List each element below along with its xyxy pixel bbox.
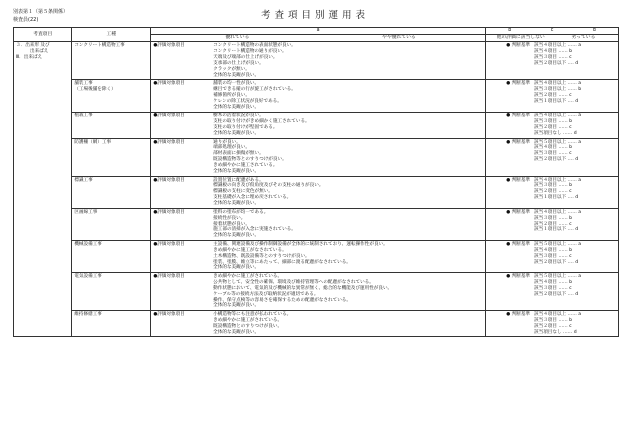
judge-label: ● 判断基準 (506, 81, 531, 87)
work-type-label: 機械設備工事 (74, 241, 102, 247)
eval-target-label: ●評価対象項目 (153, 81, 185, 87)
header-b-label: やや優れている (382, 35, 416, 41)
eval-target-cell (151, 273, 211, 311)
table-row (14, 138, 619, 176)
criteria-line: 該当項目なし ‥‥‥ d (534, 329, 577, 335)
criteria-line: 該当１項目以下 ‥‥ d (534, 98, 579, 104)
criteria-line: 該当２項目 ‥‥‥ c (534, 93, 572, 99)
eval-item: 支柱の取り付けが堅固である。 (213, 125, 278, 131)
eval-item: 標識板の支柱に変色が無い。 (213, 189, 273, 195)
page-title: 考査項目別運用表 (260, 10, 369, 21)
work-type-label: 植栽工事 (74, 113, 93, 119)
eval-item: 公共物として、安全性の確保、環境及び維持管理等への配慮がなされている。 (213, 279, 374, 285)
criteria-line: 該当５項目以上 ‥‥‥ a (534, 273, 582, 279)
header-c-label: 他の評価に該当しない (496, 35, 545, 41)
table-row (14, 208, 619, 240)
table-row (14, 311, 619, 337)
judge-label-cell (486, 208, 532, 240)
eval-target-label: ●評価対象項目 (153, 113, 185, 119)
eval-items-cell (211, 80, 485, 112)
criteria-line: 該当２項目 ‥‥‥ c (534, 323, 572, 329)
criteria-line: 該当４項目以上 ‥‥‥ a (534, 177, 582, 183)
eval-item: 継目できる縦の行が旋工がされている。 (213, 87, 296, 93)
work-type-label: 舗装工事 (74, 81, 93, 87)
criteria-cell (532, 80, 618, 112)
record-number: 検査員(22) (13, 16, 39, 23)
judge-label-cell (486, 273, 532, 311)
criteria-line: 該当５項目以上 ‥‥‥ a (534, 139, 582, 145)
criteria-line: 該当４項目以上 ‥‥‥ a (534, 311, 582, 317)
judge-label: ● 判断基準 (506, 177, 531, 183)
eval-item: 全体的な美観が良い。 (213, 169, 260, 175)
eval-item: きめ細やかに施工がされている。 (213, 273, 283, 279)
judge-label-cell (486, 112, 532, 138)
criteria-line: 該当４項目 ‥‥‥ b (534, 247, 573, 253)
work-type-label: コンクリート構造物工事 (74, 43, 125, 49)
table-row (14, 42, 619, 80)
judge-label-cell (486, 42, 532, 80)
eval-item: 全体的な美観が良い。 (213, 233, 260, 239)
eval-items-cell (211, 112, 485, 138)
criteria-cell (532, 176, 618, 208)
header-b-c-d (486, 28, 619, 35)
work-type-cell (72, 138, 151, 176)
eval-items-cell (211, 311, 485, 337)
eval-item: きめ細やかに施工がされている。 (213, 317, 283, 323)
eval-item: 全体的な美観が良い。 (213, 72, 260, 78)
eval-target-cell (151, 80, 211, 112)
judge-label-cell (486, 241, 532, 273)
eval-target-cell (151, 138, 211, 176)
eval-item: 操作、保守点検等の容易さを確保するための配慮がなされている。 (213, 297, 351, 303)
criteria-line: 該当４項目以上 ‥‥‥ a (534, 43, 582, 49)
eval-items-cell (211, 208, 485, 240)
category-cell (14, 42, 72, 337)
eval-item: 支柱基礎が入念に埋め戻されている。 (213, 195, 292, 201)
header-a-label: 優れている (225, 35, 250, 41)
eval-item: 天端及び端部の仕上げが良い。 (213, 54, 278, 60)
category-line: ３．出来形 及び (16, 43, 50, 49)
eval-target-cell (151, 176, 211, 208)
eval-item: コンクリート構造物の表面状態が良い。 (213, 43, 296, 49)
table-row (14, 112, 619, 138)
eval-item: 設置位置に配慮がある。 (213, 177, 264, 183)
criteria-line: 該当３項目 ‥‥‥ c (534, 54, 572, 60)
work-type-label: 維持修繕工事 (74, 311, 102, 317)
eval-item: 施工部の清掃が入念に実施されている。 (213, 227, 296, 233)
judge-label: ● 判断基準 (506, 209, 531, 215)
criteria-cell (532, 273, 618, 311)
eval-target-label: ●評価対象項目 (153, 209, 185, 215)
criteria-line: 該当３項目 ‥‥‥ c (534, 151, 572, 157)
judge-label-cell (486, 80, 532, 112)
eval-target-cell (151, 112, 211, 138)
work-type-cell (72, 241, 151, 273)
eval-item: きめ細やかに施工されている。 (213, 163, 278, 169)
header-a: a (151, 28, 486, 35)
eval-item: 全体的な美観が良い。 (213, 303, 260, 309)
eval-target-cell (151, 241, 211, 273)
eval-target-label: ●評価対象項目 (153, 273, 185, 279)
category-line: 出来ばえ (30, 49, 49, 55)
eval-item: 通りが良い。 (213, 139, 241, 145)
eval-item: 土木構造物、既設設備等とのすりつけが良い。 (213, 253, 310, 259)
eval-items-cell (211, 176, 485, 208)
criteria-cell (532, 42, 618, 80)
judge-label: ● 判断基準 (506, 113, 531, 119)
criteria-line: 該当３項目 ‥‥‥ b (534, 183, 573, 189)
eval-item: クラックが無い。 (213, 66, 250, 72)
eval-item: 全体的な美観が良い。 (213, 265, 260, 271)
work-type-cell (72, 273, 151, 311)
eval-target-label: ●評価対象項目 (153, 241, 185, 247)
eval-item: 既設構造物等とのすりつけが良い。 (213, 157, 287, 163)
eval-item: 補修箇所が良い。 (213, 93, 250, 99)
eval-item: 塗料の塗布が均一である。 (213, 209, 269, 215)
eval-item: きめ細やかに施工がなされている。 (213, 247, 287, 253)
criteria-line: 該当１項目以下 ‥‥ d (534, 195, 579, 201)
criteria-cell (532, 241, 618, 273)
work-type-label: 区画線工事 (74, 209, 98, 215)
criteria-cell (532, 311, 618, 337)
eval-item: 小構造物等にも注意が払われている。 (213, 311, 292, 317)
category-line: Ⅲ．出来ばえ (16, 54, 43, 60)
eval-item: 接着状態が良い。 (213, 221, 250, 227)
table-row (14, 80, 619, 112)
criteria-line: 該当３項目以上 ‥‥‥ b (534, 87, 582, 93)
judge-label-cell (486, 138, 532, 176)
work-type-cell (72, 208, 151, 240)
eval-item: 部材表面に損傷が無い。 (213, 151, 264, 157)
eval-item: 接続性が良い。 (213, 215, 246, 221)
evaluation-table (13, 27, 619, 337)
criteria-line: 該当３項目 ‥‥‥ c (534, 253, 572, 259)
criteria-cell (532, 208, 618, 240)
eval-target-cell (151, 42, 211, 80)
header-d: d (592, 28, 596, 34)
eval-item: 動作状態において、電気的及び機械的な異常が無く、総合的な機能及び運用性が良い。 (213, 285, 393, 291)
eval-target-label: ●評価対象項目 (153, 311, 185, 317)
work-type-cell (72, 80, 151, 112)
criteria-line: 該当２項目 ‥‥‥ c (534, 125, 572, 131)
header-work: 工種 (72, 28, 151, 42)
header-cd-sub (486, 35, 619, 42)
eval-item: 全体的な美観が良い。 (213, 329, 260, 335)
eval-target-cell (151, 208, 211, 240)
work-type-label: 電気設備工事 (74, 273, 102, 279)
header-d-label: 劣っている (571, 35, 596, 41)
eval-items-cell (211, 42, 485, 80)
judge-label: ● 判断基準 (506, 273, 531, 279)
header-a-sub (151, 35, 486, 42)
table-row (14, 241, 619, 273)
criteria-line: 該当２項目 ‥‥‥ c (534, 221, 572, 227)
eval-item: 標識板の向き及び仮角度及びその支柱の通りが良い。 (213, 183, 324, 189)
eval-item: 塗装、塗膜、維立等にあたって、細部に渡る配慮がなされている。 (213, 259, 351, 265)
criteria-line: 該当２項目 ‥‥‥ c (534, 189, 572, 195)
eval-item: 全体的な美観が良い。 (213, 131, 260, 137)
eval-items-cell (211, 241, 485, 273)
criteria-line: 該当３項目 ‥‥‥ b (534, 215, 573, 221)
eval-item: 端部処理が良い。 (213, 145, 250, 151)
eval-item: 支承部の仕上げが良い。 (213, 60, 264, 66)
table-row (14, 273, 619, 311)
criteria-line: 該当３項目 ‥‥‥ c (534, 285, 572, 291)
criteria-line: 該当４項目 ‥‥‥ b (534, 49, 573, 55)
eval-item: 舗装の均一性が良い。 (213, 81, 260, 87)
eval-target-label: ●評価対象項目 (153, 43, 185, 49)
judge-label: ● 判断基準 (506, 241, 531, 247)
criteria-line: 該当４項目以上 ‥‥‥ a (534, 209, 582, 215)
judge-label-cell (486, 176, 532, 208)
eval-item: 支柱の取り付けがきめ細かく施工されている。 (213, 119, 310, 125)
criteria-line: 該当３項目 ‥‥‥ b (534, 119, 573, 125)
criteria-cell (532, 138, 618, 176)
eval-items-cell (211, 273, 485, 311)
header-item: 考査項目 (14, 28, 72, 42)
work-type-cell (72, 112, 151, 138)
work-type-cell (72, 176, 151, 208)
criteria-cell (532, 112, 618, 138)
criteria-line: 該当４項目 ‥‥‥ b (534, 145, 573, 151)
criteria-line: 該当２項目以下 ‥‥ d (534, 291, 579, 297)
eval-item: コンクリート構造物の通りが良い。 (213, 49, 287, 55)
form-number: 別表第１（第５条関係） (13, 9, 69, 15)
work-type-cell (72, 42, 151, 80)
eval-item: 全体的な美観が良い。 (213, 201, 260, 207)
judge-label: ● 判断基準 (506, 43, 531, 49)
criteria-line: 該当２項目以下 ‥‥ d (534, 60, 579, 66)
work-type-label: 防護柵（網）工事 (74, 139, 112, 145)
header-b: b (508, 28, 512, 34)
eval-item: ケレンの除工状況が良好である。 (213, 98, 282, 104)
work-type-cell (72, 311, 151, 337)
criteria-line: 該当項目なし ‥‥‥ d (534, 131, 577, 137)
eval-item: 主設備、関連設備及び操作制御設備が全体的に統制されており、運転操作性が良い。 (213, 241, 388, 247)
eval-target-label: ●評価対象項目 (153, 139, 185, 145)
table-row (14, 176, 619, 208)
eval-item: 樹木の活着状況が良い。 (213, 113, 264, 119)
criteria-line: 該当２項目以下 ‥‥ d (534, 259, 579, 265)
judge-label-cell (486, 311, 532, 337)
work-type-label: （工場後舗を除く） (74, 87, 116, 93)
header-c: c (550, 28, 554, 34)
eval-item: 既設構造物とのすりつけが良い。 (213, 323, 283, 329)
judge-label: ● 判断基準 (506, 139, 531, 145)
criteria-line: 該当１項目以下 ‥‥ d (534, 227, 579, 233)
work-type-label: 標識工事 (74, 177, 93, 183)
eval-items-cell (211, 138, 485, 176)
eval-target-label: ●評価対象項目 (153, 177, 185, 183)
eval-item: 全体的な美観が良い。 (213, 104, 260, 110)
criteria-line: 該当４項目以上 ‥‥‥ a (534, 113, 582, 119)
criteria-line: 該当４項目 ‥‥‥ b (534, 279, 573, 285)
criteria-line: 該当４項目以上 ‥‥‥ a (534, 81, 582, 87)
criteria-line: 該当５項目以上 ‥‥‥ a (534, 241, 582, 247)
eval-item: ケーブル等の接続方法及び取納状況が適切である。 (213, 291, 319, 297)
eval-target-cell (151, 311, 211, 337)
criteria-line: 該当３項目 ‥‥‥ b (534, 317, 573, 323)
judge-label: ● 判断基準 (506, 311, 531, 317)
criteria-line: 該当２項目以下 ‥‥ d (534, 157, 579, 163)
